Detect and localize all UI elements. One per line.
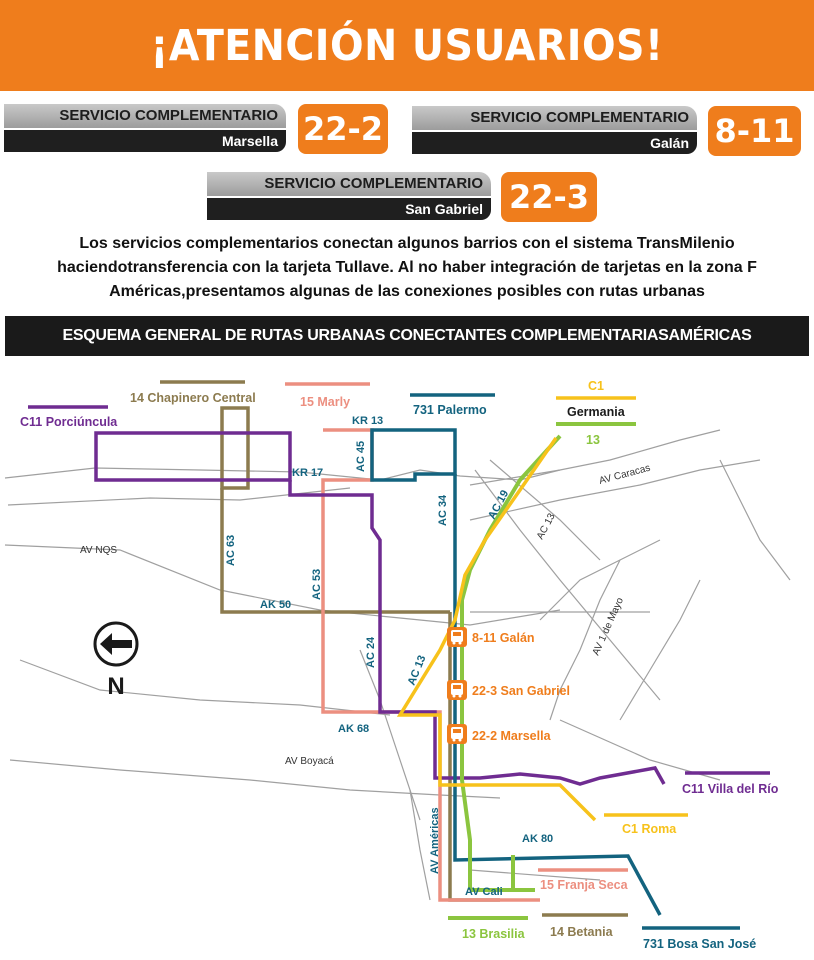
street-av-1-de-mayo: AV 1 de Mayo — [590, 596, 626, 658]
label-c11-villa-del-rio: C11 Villa del Río — [682, 782, 779, 796]
intro-text — [8, 232, 806, 304]
service-name: San Gabriel — [207, 198, 491, 220]
station-galan — [447, 627, 535, 647]
street-av-nqs: AV NQS — [80, 545, 118, 556]
service-code: 8-11 — [708, 106, 801, 156]
service-heading: SERVICIO COMPLEMENTARIO — [4, 104, 286, 128]
street-ac53: AC 53 — [311, 568, 323, 600]
label-14-betania: 14 Betania — [550, 925, 613, 939]
label-15-marly: 15 Marly — [300, 395, 351, 409]
station-label: 8-11 Galán — [472, 631, 535, 645]
header-banner — [0, 0, 814, 91]
street-ak68: AK 68 — [338, 723, 370, 735]
route-palermo-bosa — [372, 395, 740, 928]
label-c11-porciuncula: C11 Porciúncula — [20, 415, 118, 429]
service-heading: SERVICIO COMPLEMENTARIO — [207, 172, 491, 196]
label-731-palermo: 731 Palermo — [413, 403, 487, 417]
compass-north-label: N — [107, 673, 125, 700]
service-galan — [412, 106, 801, 156]
street-ac63: AC 63 — [225, 534, 237, 566]
route-chapinero-central — [160, 382, 628, 915]
route-c1 — [400, 398, 688, 820]
service-name: Marsella — [4, 130, 286, 152]
scheme-title: ESQUEMA GENERAL DE RUTAS URBANAS CONECTANTES COMPLEMENTARIASAMÉRICAS — [5, 316, 809, 356]
service-code: 22-3 — [501, 172, 597, 222]
compass — [95, 623, 137, 700]
street-ac13-south: AC 13 — [405, 653, 429, 688]
street-av-caracas: AV Caracas — [597, 462, 652, 487]
label-13-brasilia: 13 Brasilia — [462, 927, 525, 941]
station-san-gabriel — [447, 680, 570, 700]
street-av-cali: AV Cali — [465, 886, 503, 898]
street-ac45: AC 45 — [355, 440, 367, 472]
street-av-boyaca: AV Boyacá — [285, 756, 334, 767]
label-c1-roma: C1 Roma — [622, 822, 677, 836]
station-label: 22-3 San Gabriel — [472, 684, 570, 698]
street-ak80: AK 80 — [522, 833, 554, 845]
intro-line: Américas,presentamos algunas de las conexiones posibles con rutas urbanas — [109, 283, 705, 300]
banner-title: ¡ATENCIÓN USUARIOS! — [150, 20, 664, 71]
label-13: 13 — [586, 433, 600, 447]
intro-line: Los servicios complementarios conectan algunos barrios con el sistema TransMilenio — [79, 235, 735, 252]
label-germania: Germania — [567, 405, 625, 419]
label-14-chapinero: 14 Chapinero Central — [130, 391, 256, 405]
street-ac24: AC 24 — [365, 636, 377, 668]
label-731-bosa-san-jose: 731 Bosa San José — [643, 937, 757, 951]
street-ac19: AC 19 — [486, 488, 512, 522]
street-kr17: KR 17 — [292, 467, 324, 479]
service-code: 22-2 — [298, 104, 388, 154]
station-marsella — [447, 724, 552, 744]
route-map — [0, 360, 814, 960]
service-marsella — [4, 104, 388, 154]
service-heading: SERVICIO COMPLEMENTARIO — [412, 106, 697, 130]
service-name: Galán — [412, 132, 697, 154]
label-15-franja-seca: 15 Franja Seca — [540, 878, 628, 892]
street-kr13: KR 13 — [352, 415, 384, 427]
street-ak50: AK 50 — [260, 599, 292, 611]
street-ac34: AC 34 — [437, 494, 449, 526]
station-label: 22-2 Marsella — [472, 729, 551, 743]
intro-line: haciendotransferencia con la tarjeta Tullave. Al no haber integración de tarjetas en la zona F — [57, 259, 757, 276]
route-c11 — [28, 407, 770, 784]
street-ac13-north: AC 13 — [534, 511, 558, 542]
street-av-americas: AV Américas — [429, 807, 441, 874]
label-c1: C1 — [588, 379, 604, 393]
service-san-gabriel — [207, 172, 597, 222]
